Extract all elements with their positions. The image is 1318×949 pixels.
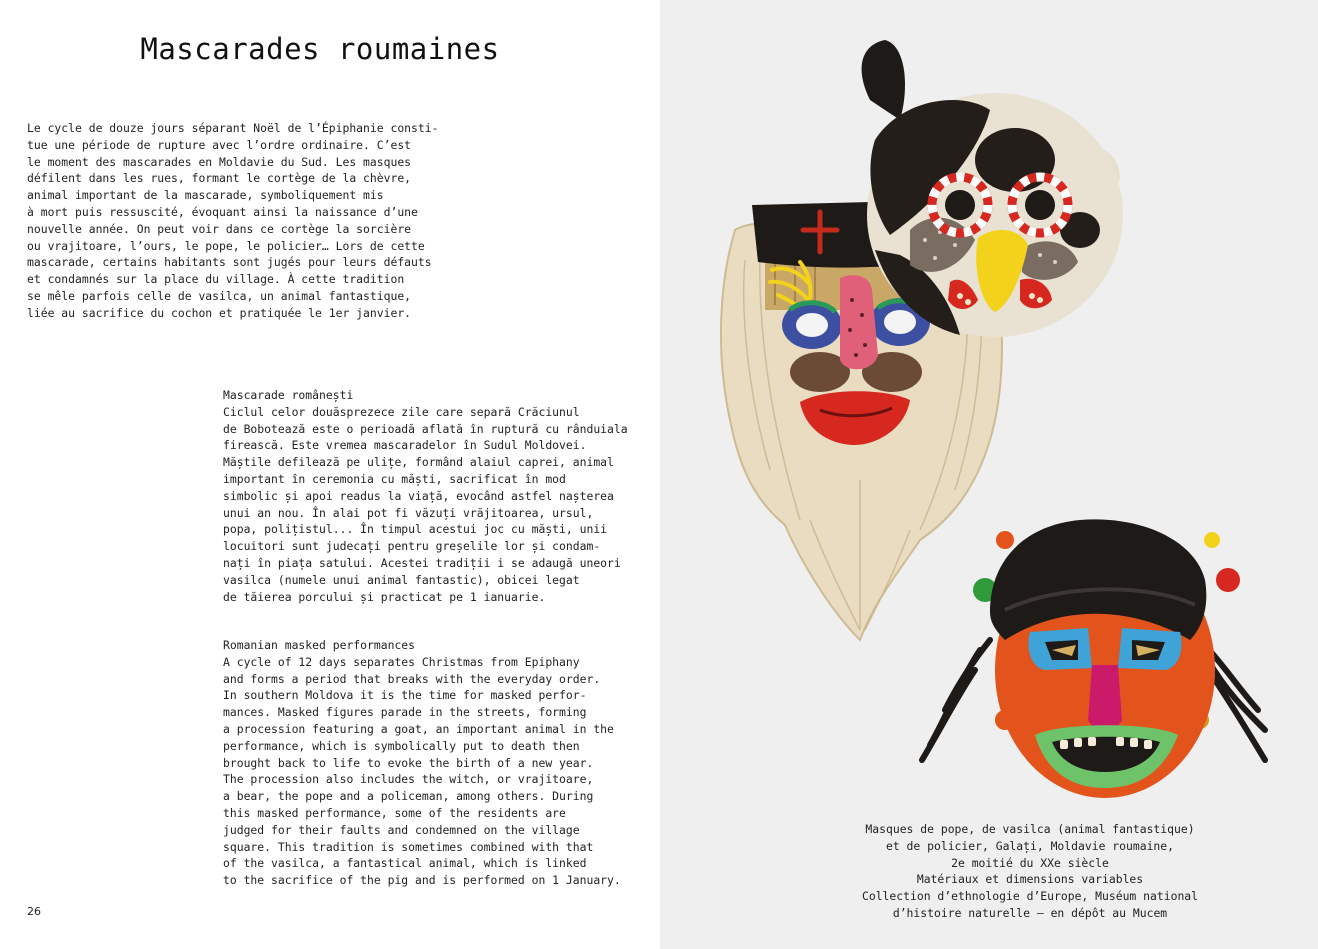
english-line: square. This tradition is sometimes combined with that bbox=[223, 839, 594, 854]
intro-line: Le cycle de douze jours séparant Noël de l’Épiphanie consti- bbox=[27, 121, 439, 135]
english-line: brought back to life to evoke the birth of a new year. bbox=[223, 755, 594, 770]
caption-line: Masques de pope, de vasilca (animal fantastique) bbox=[865, 822, 1195, 836]
caption-line: Collection d’ethnologie d’Europe, Muséum national bbox=[861, 889, 1199, 904]
english-heading: Romanian masked performances bbox=[223, 638, 416, 652]
romanian-line: popa, polițistul... În timpul acestui joc cu măști, unii bbox=[223, 522, 608, 537]
romanian-line: Măștile defilează pe ulițe, formând alaiul caprei, animal bbox=[223, 455, 614, 470]
caption-line: Matériaux et dimensions variables bbox=[916, 872, 1144, 887]
intro-line: à mort puis ressuscité, évoquant ainsi la naissance d’une bbox=[27, 204, 418, 219]
romanian-line: simbolic și apoi readus la viață, evocând astfel nașterea bbox=[223, 488, 614, 503]
english-line: and forms a period that breaks with the everyday order. bbox=[223, 671, 601, 686]
caption-line: d’histoire naturelle – en dépôt au Mucem bbox=[892, 905, 1168, 920]
vasilca-mask-left-ear bbox=[862, 40, 905, 120]
intro-line: le moment des mascarades en Moldavie du Sud. Les masques bbox=[27, 154, 412, 169]
intro-line: tue une période de rupture avec l’ordre ordinaire. C’est bbox=[27, 137, 412, 152]
romanian-line: unui an nou. În alai pot fi văzuți vrăjitoarea, ursul, bbox=[223, 505, 594, 520]
intro-paragraph bbox=[27, 120, 438, 322]
intro-line: liée au sacrifice du cochon et pratiquée le 1er janvier. bbox=[27, 305, 412, 320]
english-section bbox=[223, 637, 621, 889]
caption-line: et de policier, Galați, Moldavie roumaine, bbox=[885, 838, 1175, 853]
english-line: a bear, the pope and a policeman, among others. During bbox=[223, 789, 594, 804]
intro-line: animal important de la mascarade, symboliquement mis bbox=[27, 188, 384, 203]
romanian-line: de tăierea porcului și practicat pe 1 ianuarie. bbox=[223, 589, 546, 604]
romanian-line: important în ceremonia cu măști, sacrificat în mod bbox=[223, 471, 566, 486]
romanian-line: locuitori sunt judecați pentru greșelile lor și condam- bbox=[223, 539, 601, 554]
english-line: this masked performance, some of the residents are bbox=[223, 805, 566, 820]
english-line: In southern Moldova it is the time for masked perfor- bbox=[223, 688, 587, 703]
policeman-mask bbox=[922, 519, 1265, 798]
intro-line: ou vrajitoare, l’ours, le pope, le policier… Lors de cette bbox=[27, 238, 425, 253]
intro-line: nouvelle année. On peut voir dans ce cortège la sorcière bbox=[27, 221, 412, 236]
english-line: performance, which is symbolically put to death then bbox=[223, 738, 580, 753]
romanian-line: firească. Este vremea mascaradelor în Sudul Moldovei. bbox=[223, 438, 587, 453]
policeman-mask-nose bbox=[1088, 665, 1122, 731]
page-title: Mascarades roumaines bbox=[140, 32, 500, 66]
english-line: The procession also includes the witch, or vrajitoare, bbox=[223, 772, 594, 787]
photo-caption bbox=[660, 821, 1318, 922]
intro-line: se mêle parfois celle de vasilca, un animal fantastique, bbox=[27, 288, 412, 303]
romanian-section bbox=[223, 387, 628, 605]
romanian-line: Ciclul celor douăsprezece zile care separă Crăciunul bbox=[223, 404, 580, 419]
english-line: to the sacrifice of the pig and is performed on 1 January. bbox=[223, 873, 621, 888]
right-page bbox=[660, 0, 1318, 949]
intro-line: mascarade, certains habitants sont jugés pour leurs défauts bbox=[27, 255, 432, 270]
english-line: mances. Masked figures parade in the streets, forming bbox=[223, 705, 587, 720]
intro-line: et condamnés sur la place du village. À cette tradition bbox=[27, 272, 405, 287]
romanian-line: vasilca (numele unui animal fantastic), obicei legat bbox=[223, 572, 580, 587]
page-number: 26 bbox=[27, 905, 41, 918]
english-line: judged for their faults and condemned on the village bbox=[223, 822, 580, 837]
caption-line: 2e moitié du XXe siècle bbox=[951, 855, 1109, 870]
masks-photo bbox=[660, 0, 1318, 820]
english-line: of the vasilca, a fantastical animal, which is linked bbox=[223, 856, 587, 871]
vasilca-mask bbox=[862, 40, 1123, 337]
romanian-line: nați în piața satului. Acestei tradiții i se adaugă uneori bbox=[223, 555, 621, 570]
english-line: A cycle of 12 days separates Christmas from Epiphany bbox=[223, 654, 580, 669]
romanian-line: de Bobotează este o perioadă aflată în ruptură cu rânduiala bbox=[223, 421, 628, 436]
intro-line: défilent dans les rues, formant le cortège de la chèvre, bbox=[27, 171, 412, 186]
romanian-heading: Mascarade românești bbox=[223, 388, 354, 402]
english-line: a procession featuring a goat, an important animal in the bbox=[223, 721, 614, 736]
